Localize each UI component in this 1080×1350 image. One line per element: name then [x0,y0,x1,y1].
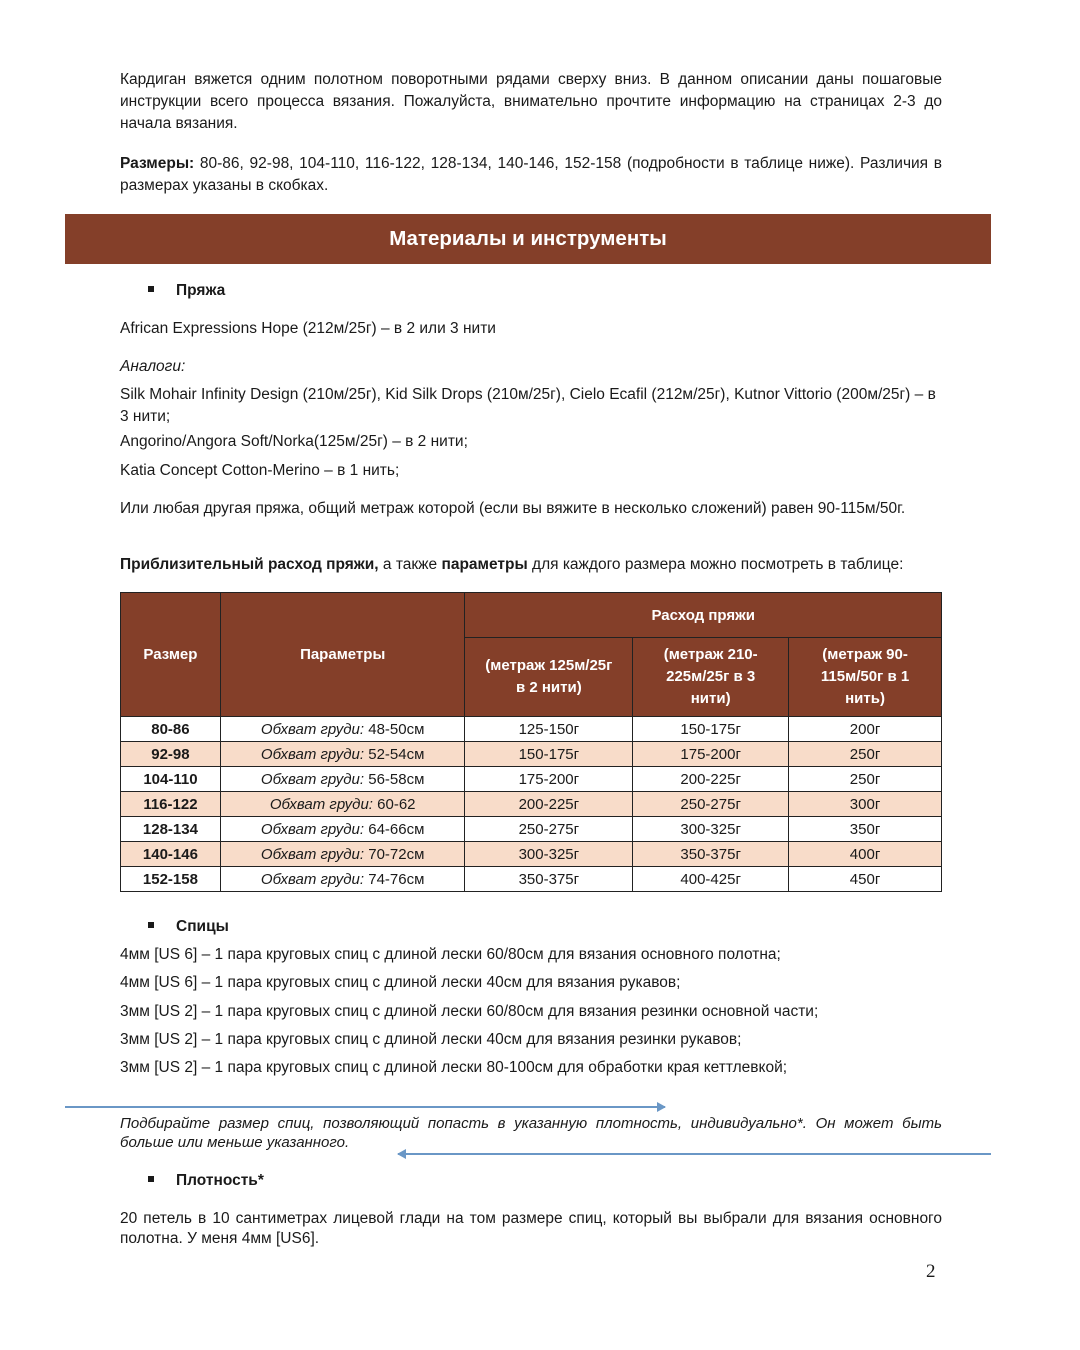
params-cell [220,817,465,842]
consumption-bold-2: параметры [441,556,528,573]
usage-cell-2: 175-200г [633,742,789,767]
size-cell: 140-146 [121,842,221,867]
usage-cell-2: 350-375г [633,842,789,867]
usage-cell-3: 450г [789,867,942,892]
intro-paragraph: Кардиган вяжется одним полотном поворотными рядами сверху вниз. В данном описании даны пошаговые инструкции всего процесса вязания. Пожалуйста, внимательно прочтите информацию на страницах 2-3 до начала вязания. [120,71,942,132]
size-cell: 152-158 [121,867,221,892]
header-usage: Расход пряжи [465,593,942,638]
params-value: 70-72см [364,845,425,863]
gauge-heading-label: Плотность* [176,1172,264,1189]
needles-note: Подбирайте размер спиц, позволяющий попасть в указанную плотность, индивидуально*. Он может быть больше или меньше указанного. [120,1115,942,1151]
needle-line-4: 3мм [US 2] – 1 пара круговых спиц с длиной лески 40см для вязания резинки рукавов; [120,1031,742,1048]
usage-cell-1: 200-225г [465,792,633,817]
params-label: Обхват груди: [260,845,365,863]
table-row [121,842,942,867]
yarn-main: African Expressions Hope (212м/25г) – в 2 или 3 нити [120,320,496,337]
usage-cell-1: 250-275г [465,817,633,842]
params-cell [220,767,465,792]
params-label: Обхват груди: [260,770,365,788]
size-cell: 92-98 [121,742,221,767]
needle-line-1: 4мм [US 6] – 1 пара круговых спиц с длиной лески 60/80см для вязания основного полотна; [120,946,781,963]
yarn-other: Или любая другая пряжа, общий метраж которой (если вы вяжите в несколько сложений) равен 90-115м/50г. [120,500,906,517]
section-banner: Материалы и инструменты [65,214,991,264]
yarn-heading [148,282,225,300]
table-row [121,792,942,817]
params-cell [220,717,465,742]
arrow-right-icon [65,1106,665,1108]
needle-line-5: 3мм [US 2] – 1 пара круговых спиц с длиной лески 80-100см для обработки края кеттлевкой; [120,1059,788,1076]
header-sub-2: (метраж 210-225м/25г в 3 нити) [633,638,789,717]
size-cell: 80-86 [121,717,221,742]
gauge-heading [148,1172,264,1190]
params-label: Обхват груди: [260,820,365,838]
usage-cell-1: 125-150г [465,717,633,742]
header-size: Размер [121,593,221,717]
params-value: 74-76см [364,870,425,888]
table-row [121,867,942,892]
params-cell [220,742,465,767]
table-row [121,817,942,842]
params-label: Обхват груди: [260,720,365,738]
table-row [121,717,942,742]
usage-cell-2: 400-425г [633,867,789,892]
usage-cell-1: 300-325г [465,842,633,867]
analog-2: Angorino/Angora Soft/Norka(125м/25г) – в 2 нити; [120,433,468,450]
table-row [121,767,942,792]
size-cell: 116-122 [121,792,221,817]
params-value: 56-58см [364,770,425,788]
params-cell [220,842,465,867]
gauge-text: 20 петель в 10 сантиметрах лицевой глади на том размере спиц, который вы выбрали для вязания основного полотна. У меня 4мм [US6]. [120,1210,942,1247]
usage-cell-3: 250г [789,767,942,792]
consumption-intro [120,554,950,576]
usage-cell-1: 350-375г [465,867,633,892]
usage-cell-3: 400г [789,842,942,867]
header-sub-1: (метраж 125м/25г в 2 нити) [465,638,633,717]
bullet-icon [148,1176,154,1182]
consumption-bold-1: Приблизительный расход пряжи, [120,556,379,573]
sizes-paragraph [120,153,942,197]
params-value: 64-66см [364,820,425,838]
usage-cell-2: 150-175г [633,717,789,742]
bullet-icon [148,922,154,928]
consumption-rest: для каждого размера можно посмотреть в таблице: [527,556,904,573]
header-params: Параметры [220,593,465,717]
analogs-label: Аналоги: [120,358,186,375]
usage-cell-3: 200г [789,717,942,742]
needles-heading [148,918,229,936]
size-cell: 128-134 [121,817,221,842]
params-cell [220,792,465,817]
consumption-mid: а также [378,556,442,573]
bullet-icon [148,286,154,292]
header-sub-3: (метраж 90-115м/50г в 1 нить) [789,638,942,717]
usage-cell-2: 300-325г [633,817,789,842]
analog-3: Katia Concept Cotton-Merino – в 1 нить; [120,462,400,479]
sizes-label: Размеры: [120,155,195,172]
sizes-table [120,592,942,892]
usage-cell-2: 250-275г [633,792,789,817]
usage-cell-1: 175-200г [465,767,633,792]
params-label: Обхват груди: [260,745,365,763]
page-number: 2 [926,1261,936,1282]
usage-cell-2: 200-225г [633,767,789,792]
params-value: 60-62 [372,795,416,813]
usage-cell-3: 300г [789,792,942,817]
yarn-heading-label: Пряжа [176,282,226,299]
params-value: 48-50см [364,720,425,738]
table-row [121,742,942,767]
size-cell: 104-110 [121,767,221,792]
analog-1: Silk Mohair Infinity Design (210м/25г), Kid Silk Drops (210м/25г), Cielo Ecafil (212м/25г), Kutnor Vittorio (200м/25г) – в 3 нити; [120,386,936,425]
sizes-text: 80-86, 92-98, 104-110, 116-122, 128-134, 140-146, 152-158 (подробности в таблице ниже). Различия в размерах указаны в скобках. [120,155,942,194]
params-label: Обхват груди: [269,795,373,813]
params-value: 52-54см [364,745,425,763]
usage-cell-3: 250г [789,742,942,767]
needle-line-3: 3мм [US 2] – 1 пара круговых спиц с длиной лески 60/80см для вязания резинки основной части; [120,1003,819,1020]
arrow-left-icon [398,1153,991,1155]
params-cell [220,867,465,892]
usage-cell-3: 350г [789,817,942,842]
needles-heading-label: Спицы [176,918,229,935]
params-label: Обхват груди: [260,870,365,888]
needle-line-2: 4мм [US 6] – 1 пара круговых спиц с длиной лески 40см для вязания рукавов; [120,974,681,991]
usage-cell-1: 150-175г [465,742,633,767]
